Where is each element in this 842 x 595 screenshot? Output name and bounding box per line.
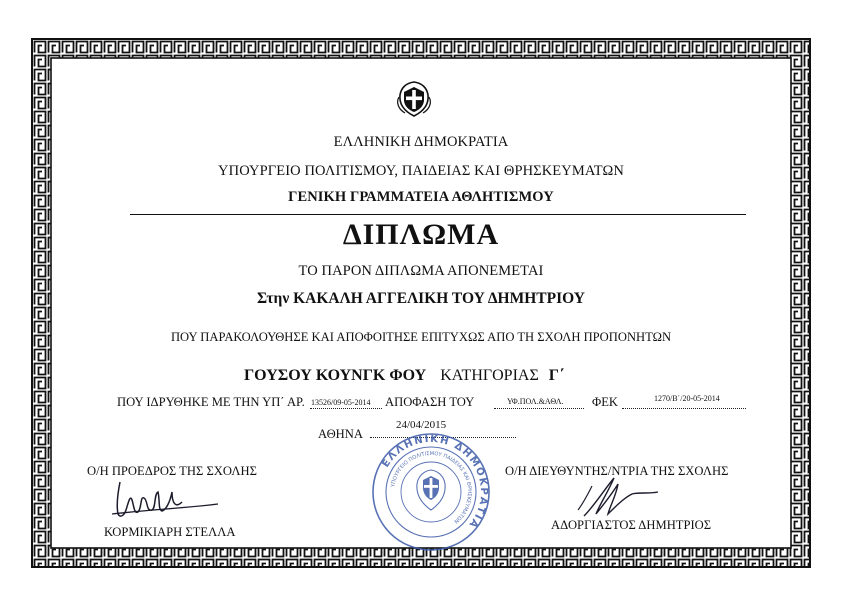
category-value: Γ΄ — [548, 367, 565, 384]
left-signatory-role: Ο/Η ΠΡΟΕΔΡΟΣ ΤΗΣ ΣΧΟΛΗΣ — [87, 464, 257, 478]
ministry-heading: ΥΠΟΥΡΓΕΙΟ ΠΟΛΙΤΙΣΜΟΥ, ΠΑΙΔΕΙΑΣ ΚΑΙ ΘΡΗΣΚΕΥΜΑΤΩΝ — [218, 163, 624, 179]
recipient-name: Στην ΚΑΚΑΛΗ ΑΓΓΕΛΙΚΗ ΤΟΥ ΔΗΜΗΤΡΙΟΥ — [256, 290, 585, 307]
sport-line — [244, 367, 564, 385]
sport-name: ΓΟΥΣΟΥ ΚΟΥΝΓΚ ΦΟΥ — [244, 367, 427, 384]
diploma-title: ΔΙΠΛΩΜΑ — [342, 218, 500, 251]
authority-value: ΥΦ.ΠΟΛ.&ΑΘΛ. — [507, 397, 564, 406]
official-stamp-icon — [371, 432, 491, 552]
attended-text: ΠΟΥ ΠΑΡΑΚΟΛΟΥΘΗΣΕ ΚΑΙ ΑΠΟΦΟΙΤΗΣΕ ΕΠΙΤΥΧΩΣ ΑΠΟ ΤΗ ΣΧΟΛΗ ΠΡΟΠΟΝΗΤΩΝ — [170, 330, 672, 344]
left-signatory-name: ΚΟΡΜΙΚΙΑΡΗ ΣΤΕΛΛΑ — [104, 525, 236, 539]
founded-label: ΠΟΥ ΙΔΡΥΘΗΚΕ ΜΕ ΤΗΝ ΥΠ΄ ΑΡ. — [117, 395, 305, 409]
fek-number: 1270/Β΄/20-05-2014 — [654, 394, 720, 403]
stamp-outer-text: ΕΛΛΗΝΙΚΗ ΔΗΜΟΚΡΑΤΙΑ — [380, 433, 490, 531]
fek-label: ΦΕΚ — [592, 395, 618, 409]
right-signatory-role: Ο/Η ΔΙΕΥΘΥΝΤΗΣ/ΝΤΡΙΑ ΤΗΣ ΣΧΟΛΗΣ — [505, 464, 729, 478]
place-label: ΑΘΗΝΑ — [318, 427, 363, 441]
issue-date: 24/04/2015 — [396, 419, 447, 431]
republic-heading: ΕΛΛΗΝΙΚΗ ΔΗΜΟΚΡΑΤΙΑ — [333, 134, 509, 150]
secretariat-heading: ΓΕΝΙΚΗ ΓΡΑΜΜΑΤΕΙΑ ΑΘΛΗΤΙΣΜΟΥ — [288, 189, 554, 205]
left-signature-icon — [106, 478, 226, 524]
authority-dots — [494, 408, 584, 409]
category-label: ΚΑΤΗΓΟΡΙΑΣ — [440, 367, 539, 384]
right-signature-icon — [574, 472, 664, 522]
decision-number-dots — [310, 408, 382, 409]
decision-number: 13526/09-05-2014 — [311, 398, 371, 407]
stamp-inner-text: ΥΠΟΥΡΓΕΙΟ ΠΟΛΙΤΙΣΜΟΥ ΠΑΙΔΕΙΑΣ ΚΑΙ ΘΡΗΣΚΕΥΜΑΤΩΝ — [390, 450, 473, 525]
fek-dots — [622, 408, 746, 409]
header-divider — [130, 214, 746, 215]
coat-of-arms-icon — [393, 78, 435, 120]
decision-label: ΑΠΟΦΑΣΗ ΤΟΥ — [385, 395, 475, 409]
awarded-text: ΤΟ ΠΑΡΟΝ ΔΙΠΛΩΜΑ ΑΠΟΝΕΜΕΤΑΙ — [298, 263, 544, 279]
right-signatory-name: ΑΔΟΡΓΙΑΣΤΟΣ ΔΗΜΗΤΡΙΟΣ — [551, 518, 712, 532]
